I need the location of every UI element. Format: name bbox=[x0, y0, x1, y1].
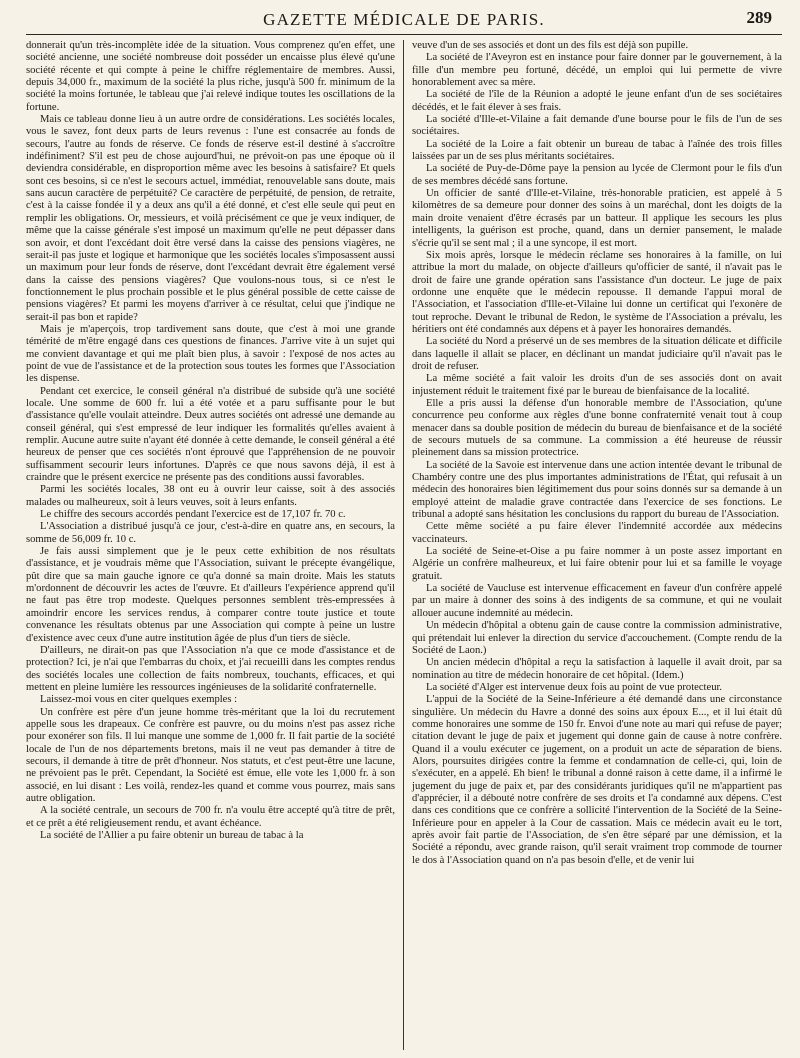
paragraph: donnerait qu'un très-incomplète idée de la situation. Vous comprenez qu'en effet, une société ancienne, une société nombreuse doit posséder un encaisse plus élevé qu'une société récente et qui compte à peine le chiffre réglementaire de membres. Aussi, depuis 34,000 fr., maximum de la société la plus riche, jusqu'à 500 fr. minimum de la société la moins fortunée, le tableau que j'ai relevé indique toutes les oscillations de la fortune. bbox=[26, 40, 395, 113]
paragraph: Parmi les sociétés locales, 38 ont eu à ouvrir leur caisse, soit à des associés malades ou malheureux, soit à leurs veuves, soit à leurs enfants. bbox=[26, 484, 395, 508]
paragraph: La société d'Ille-et-Vilaine a fait demande d'une bourse pour le fils de l'un de ses sociétaires. bbox=[412, 114, 782, 138]
paragraph: La même société a fait valoir les droits d'un de ses associés dont on avait injustement réduit le traitement fixé par le bureau de bienfaisance de la localité. bbox=[412, 373, 782, 397]
paragraph: Un médecin d'hôpital a obtenu gain de cause contre la commission administrative, qui prétendait lui enlever la direction du service d'accouchement. (Compte rendu de la Société de Laon.) bbox=[412, 620, 782, 656]
paragraph: La société de l'Allier a pu faire obtenir un bureau de tabac à la bbox=[40, 830, 304, 841]
paragraph: La société de l'Aveyron est en instance pour faire donner par le gouvernement, à la fille d'un membre peu fortuné, décédé, un emploi qui lui permette de vivre honorablement avec sa mère. bbox=[412, 52, 782, 89]
paragraph: La société de la Savoie est intervenue dans une action intentée devant le tribunal de Chambéry contre une des plus importantes administrations de l'État, qui refusait à un médecin des honoraires bien légitimement dus pour soins donnés sur sa demande à un employé atteint de maladie grave contractée dans l'exercice de ses fonctions. Le tribunal a adopté sans hésitation les conclusions du rapport du bureau de l'Association. bbox=[412, 459, 782, 521]
paragraph: Laissez-moi vous en citer quelques exemples : bbox=[40, 694, 238, 706]
paragraph: La société de l'île de la Réunion a adopté le jeune enfant d'un de ses sociétaires décédés, et le fait élever à ses frais. bbox=[412, 89, 782, 113]
paragraph: Elle a pris aussi la défense d'un honorable membre de l'Association, qu'une concurrence peu conforme aux règles d'une bonne confraternité venait tout à coup menacer dans sa double position de médecin du bureau de bienfaisance et de la société de secours mutuels de sa commune. La commission a été heureuse de réussir pleinement dans sa mission protectrice. bbox=[412, 397, 782, 459]
page-header bbox=[26, 0, 782, 34]
paragraph: Six mois après, lorsque le médecin réclame ses honoraires à la famille, on lui attribue la mort du malade, on objecte d'ailleurs qu'officier de santé, il n'avait pas le droit de faire une grande opération sans l'assistance d'un docteur. Le juge de paix ordonne une enquête que le médecin repousse. Il demande l'appui moral de l'Association, et l'association d'Ille-et-Vilaine lui donne un certificat qui l'exonère de tout reproche. Devant le tribunal de Redon, le système de l'Association a prévalu, les héritiers ont été condamnés aux dépens et à payer les honoraires demandés. bbox=[412, 249, 782, 335]
paragraph: A la société centrale, un secours de 700 fr. n'a voulu être accepté qu'à titre de prêt, et ce prêt a été religieusement rendu, et avant échéance. bbox=[26, 805, 395, 829]
paragraph: L'appui de la Société de la Seine-Inférieure a été demandé dans une circonstance singulière. Un médecin du Havre a donné des soins aux époux E..., et il lui était dû comme honoraires une somme de 150 fr. Envoi d'une note au mari qui refuse de payer; citation devant le juge de paix et jugement qui donne gain de cause à notre confrère. Quand il a voulu exécuter ce jugement, on a produit un acte de séparation de biens. Alors, poursuites dirigées contre la femme et condamnation de celle-ci, qui, loin de s'exécuter, en a appelé. Eh bien! le tribunal a donné raison à cette dame, il a infirmé le jugement du juge de paix et, par des considérants juridiques qu'il ne m'appartient pas d'apprécier, il a débouté notre confrère de ses droits et l'a condamné aux dépens. C'est dans ces conditions que ce confrère a sollicité l'intervention de la Société de la Seine-Inférieure pour en appeler à la Cour de cassation. Mais ce médecin avait eu le tort, après avoir fait partie de l'Association, de s'en être séparé par une démission, et la Société a répondu, avec grande raison, qu'il serait vraiment trop commode de tourner le dos à l'Association quand on n'a pas besoin d'elle, et de venir lui bbox=[412, 694, 782, 866]
paragraph: La société de Vaucluse est intervenue efficacement en faveur d'un confrère appelé par un maire à donner des soins à des indigents de sa commune, et qui ne voulait allouer aucune indemnité au médecin. bbox=[412, 583, 782, 619]
paragraph: La société du Nord a préservé un de ses membres de la situation délicate et difficile dans laquelle il allait se placer, en déclinant un mandat judiciaire qu'il n'avait pas le droit de refuser. bbox=[412, 336, 782, 372]
paragraph: Mais ce tableau donne lieu à un autre ordre de considérations. Les sociétés locales, vous le savez, font deux parts de leurs revenus : l'une est consacrée au fonds de secours, l'autre au fonds de réserve. Ce fonds de réserve est-il destiné à s'accroître indéfiniment? S'il est peu de chose aujourd'hui, ne prévoit-on pas une époque où il deviendra considérable, en disproportion même avec les besoins à satisfaire? Et quels sont ces besoins, si ce n'est le secours actuel, immédiat, renouvelable sans doute, mais sans aucun caractère de perpétuité? Ce caractère de perpétuité, de pension, de retraite, c'est à la caisse fondée il y a deux ans qu'il a été donné, et c'est elle seule qui peut en remplir les obligations. Or, messieurs, et voilà précisément ce que je veux indiquer, de même que la caisse générale s'est imposé un maximum qu'elle ne peut dépasser dans son avoir, et dont l'excédant doit être versé dans la caisse des pensions viagères, ne serait-il pas juste et logique et harmonique que les sociétés locales s'imposassent aussi un maximum pour leur fonds de réserve, dont l'excédant devrait être également versé dans la caisse des pensions viagères? Que voulons-nous tous, si ce n'est le fonctionnement le plus prochain possible et le plus général possible de cette caisse de pensions viagères? Et parmi les moyens d'arriver à ce résultat, celui que j'indique ne serait-il pas bon et rapide? bbox=[26, 114, 395, 323]
paragraph: La société de la Loire a fait obtenir un bureau de tabac à l'aînée des trois filles laissées par un de ses plus méritants sociétaires. bbox=[412, 138, 782, 163]
paragraph: La société de Puy-de-Dôme paye la pension au lycée de Clermont pour le fils d'un de ses membres décédé sans fortune. bbox=[412, 163, 782, 187]
paragraph: veuve d'un de ses associés et dont un des fils est déjà son pupille. bbox=[412, 40, 689, 51]
paragraph: La société d'Alger est intervenue deux fois au point de vue protecteur. bbox=[426, 681, 723, 693]
paragraph: La société de Seine-et-Oise a pu faire nommer à un poste assez important en Algérie un confrère malheureux, et lui faire obtenir pour lui et sa famille le voyage gratuit. bbox=[412, 546, 782, 582]
left-column bbox=[26, 40, 404, 1050]
paragraph: L'Association a distribué jusqu'à ce jour, c'est-à-dire en quatre ans, en secours, la somme de 56,009 fr. 10 c. bbox=[26, 521, 395, 545]
paragraph: Mais je m'aperçois, trop tardivement sans doute, que c'est à moi une grande témérité de m'être engagé dans ces questions de finances. J'arrive vite à un sujet qui me convient davantage et qui me plaît bien plus, à savoir : l'exposé de nos actes au point de vue de l'assistance et de la protection sous toutes les formes que l'Association les dispense. bbox=[26, 323, 395, 385]
paragraph: Un ancien médecin d'hôpital a reçu la satisfaction à laquelle il avait droit, par sa nomination au titre de médecin honoraire de cet hôpital. (Idem.) bbox=[412, 657, 782, 681]
paragraph: Je fais aussi simplement que je le peux cette exhibition de nos résultats d'assistance, et je voudrais même que l'Association, suivant le précepte évangélique, pût dire que sa main gauche ignore ce qu'a donné sa main droite. Mais les statuts m'ordonnent de découvrir les actes de l'œuvre. Et d'ailleurs l'expérience apprend qu'il ne faut pas être trop modeste. Quelques personnes semblent très-empressées à amoindrir encore les services rendus, à comparer contre toute justice et toute convenance les résultats obtenus par une Association qui compte à peine un lustre d'existence avec ceux d'une autre institution âgée de plus d'un tiers de siècle. bbox=[26, 546, 395, 644]
paragraph: Un officier de santé d'Ille-et-Vilaine, très-honorable praticien, est appelé à 5 kilomètres de sa demeure pour donner des soins à un maréchal, dont les doigts de la main droite venaient d'être écrasés par un batteur. Il applique les secours les plus intelligents, la guérison est proche, quand, dans un dernier pansement, le malade s'écrie qu'il se sent mal ; il a une syncope, il est mort. bbox=[412, 188, 782, 249]
page-number: 289 bbox=[746, 8, 772, 27]
paragraph: Un confrère est père d'un jeune homme très-méritant que la loi du recrutement appelle sous les drapeaux. Ce confrère est pauvre, ou du moins n'est pas assez riche pour exonérer son fils. Il lui manque une somme de 1,000 fr. Il fait partie de la société locale de l'un de nos départements bretons, mais il ne veut pas demander à titre de secours, il demande à titre de prêt d'honneur. Nos statuts, et c'est peut-être une lacune, ne prévoient pas le prêt. Cependant, la Société est émue, elle vote les 1,000 fr. à son associé, en lui disant : Les voilà, rendez-les quand et comme vous pourrez, mais sans autre obligation. bbox=[26, 706, 395, 804]
paragraph: D'ailleurs, ne dirait-on pas que l'Association n'a que ce mode d'assistance et de protection? Ici, je n'ai que l'embarras du choix, et j'ai recueilli dans les comptes rendus des sociétés locales une collection de faits nombreux, touchants, efficaces, et qui mettent en pleine lumière les ressources ingénieuses de la solidarité confraternelle. bbox=[26, 644, 395, 693]
paragraph: Le chiffre des secours accordés pendant l'exercice est de 17,107 fr. 70 c. bbox=[40, 509, 346, 521]
paragraph: Pendant cet exercice, le conseil général n'a distribué de subside qu'à une société locale. Une somme de 600 fr. lui a été votée et a paru suffisante pour le but d'assistance qu'elle voulait atteindre. Deux autres sociétés ont adressé une demande au conseil général, qui s'est empressé de leur indiquer les formalités qu'elles avaient à remplir. Aucune autre suite n'ayant été donnée à cette demande, le conseil général a été heureux de penser que ces sociétés n'ont éprouvé que l'appréhension de ne pouvoir suffisamment secourir leurs infortunes. D'après ce que nous savons déjà, il est à craindre que le présent exercice ne présente pas des conditions aussi favorables. bbox=[26, 385, 395, 484]
header-rule bbox=[26, 34, 782, 35]
journal-title: GAZETTE MÉDICALE DE PARIS. bbox=[263, 10, 545, 29]
right-column bbox=[404, 40, 782, 1050]
article-columns bbox=[26, 40, 782, 1050]
paragraph: Cette même société a pu faire élever l'indemnité accordée aux médecins vaccinateurs. bbox=[412, 521, 782, 545]
